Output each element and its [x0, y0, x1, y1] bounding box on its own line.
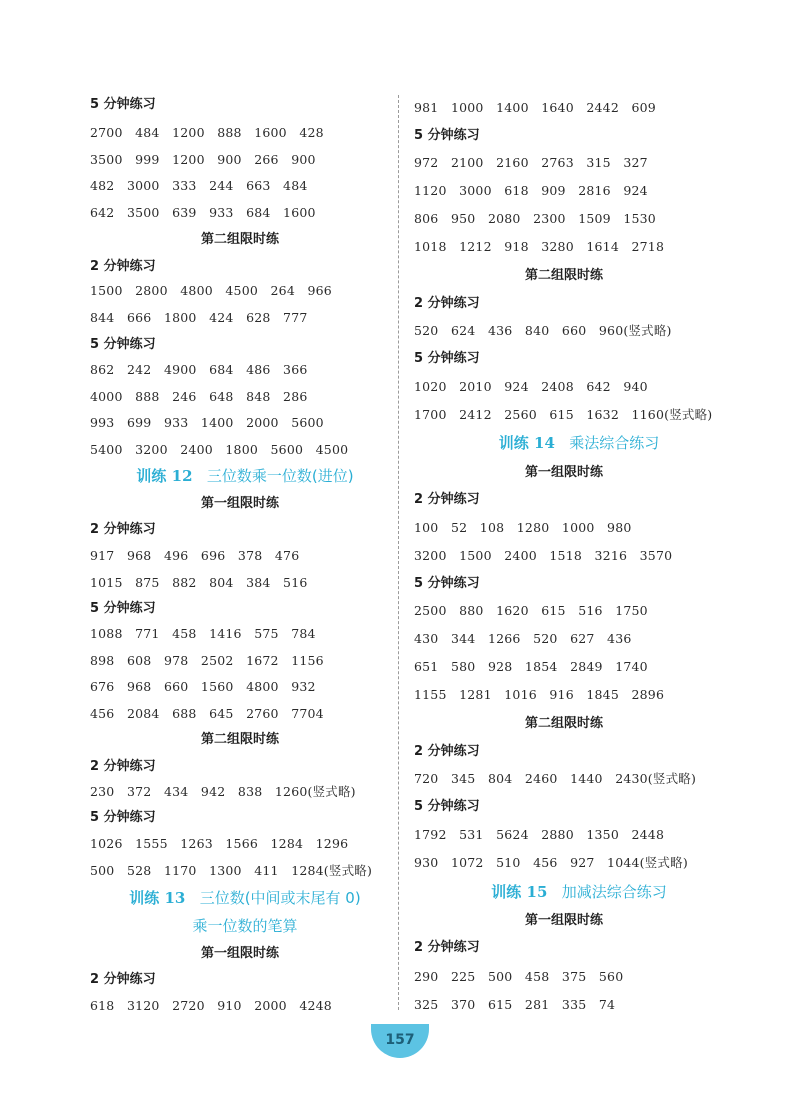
answer-row: 2700 484 1200 888 1600 428 [90, 125, 324, 140]
group-title: 第一组限时练 [200, 946, 279, 961]
answer-row: 1700 2412 2560 615 1632 1160(竖式略) [414, 407, 713, 422]
answer-row: 500 528 1170 1300 411 1284(竖式略) [90, 862, 373, 878]
practice-block [414, 351, 744, 367]
answer-row: 618 3120 2720 910 2000 4248 [90, 998, 332, 1013]
answer-rows [414, 155, 744, 267]
section-heading: 2 分钟练习 [90, 759, 156, 774]
answer-row: 806 950 2080 2300 1509 1530 [414, 211, 656, 226]
answer-rows [90, 784, 420, 811]
answer-row: 230 372 434 942 838 1260(竖式略) [90, 784, 356, 799]
answer-row: 676 968 660 1560 4800 932 [90, 679, 316, 694]
answer-row: 1120 3000 618 909 2816 924 [414, 183, 648, 198]
answer-row: 898 608 978 2502 1672 1156 [90, 652, 324, 668]
answer-row: 1500 2800 4800 4500 264 966 [90, 283, 332, 298]
group-title: 第一组限时练 [524, 465, 603, 480]
answer-rows [414, 827, 744, 883]
answer-rows [90, 283, 420, 336]
lesson-title [424, 883, 734, 901]
answer-rows [414, 100, 744, 127]
lesson-title [90, 467, 400, 485]
practice-block [90, 759, 420, 775]
lesson-title [90, 889, 400, 907]
practice-block [90, 522, 420, 538]
practice-block [414, 492, 744, 508]
group-title: 第一组限时练 [524, 913, 603, 928]
group-title: 第二组限时练 [524, 268, 603, 283]
answer-row: 844 666 1800 424 628 777 [90, 309, 308, 325]
practice-block [414, 576, 744, 592]
section-heading: 5 分钟练习 [90, 97, 156, 112]
page-number: 157 [385, 1032, 415, 1048]
answer-row: 3200 1500 2400 1518 3216 3570 [414, 548, 673, 563]
section-heading: 2 分钟练习 [414, 296, 480, 311]
answer-row: 482 3000 333 244 663 484 [90, 178, 308, 193]
section-heading: 5 分钟练习 [90, 810, 156, 825]
lesson-name: 加减法综合练习 [561, 883, 667, 901]
answer-row: 862 242 4900 684 486 366 [90, 362, 308, 377]
answer-rows [90, 626, 420, 732]
answer-rows [414, 603, 744, 715]
practice-block [90, 810, 420, 826]
answer-row: 456 2084 688 645 2760 7704 [90, 705, 324, 721]
section-heading: 5 分钟练习 [414, 576, 480, 591]
answer-row: 4000 888 246 648 848 286 [90, 388, 308, 404]
answer-row: 720 345 804 2460 1440 2430(竖式略) [414, 771, 697, 786]
column-divider [398, 95, 399, 1010]
practice-block [90, 972, 420, 988]
lesson-number: 训练 15 [491, 883, 548, 901]
lesson-name: 三位数乘一位数(进位) [206, 467, 354, 485]
answer-row: 2500 880 1620 615 516 1750 [414, 603, 648, 618]
lesson-title [424, 434, 734, 452]
practice-block [90, 337, 420, 353]
answer-row: 1155 1281 1016 916 1845 2896 [414, 687, 665, 702]
group-title: 第一组限时练 [200, 496, 279, 511]
practice-block [414, 940, 744, 956]
answer-row: 1792 531 5624 2880 1350 2448 [414, 827, 665, 842]
practice-block [90, 97, 420, 113]
section-heading: 5 分钟练习 [414, 799, 480, 814]
answer-row: 917 968 496 696 378 476 [90, 548, 300, 563]
section-heading: 5 分钟练习 [414, 128, 480, 143]
section-heading: 2 分钟练习 [414, 492, 480, 507]
answer-row: 981 1000 1400 1640 2442 609 [414, 100, 656, 115]
answer-row: 520 624 436 840 660 960(竖式略) [414, 323, 672, 338]
page-number-badge [371, 1024, 429, 1062]
section-heading: 5 分钟练习 [90, 601, 156, 616]
answer-row: 642 3500 639 933 684 1600 [90, 204, 316, 220]
answer-row: 1026 1555 1263 1566 1284 1296 [90, 836, 349, 851]
lesson-subtitle: 乘一位数的笔算 [192, 917, 298, 935]
answer-row: 1018 1212 918 3280 1614 2718 [414, 239, 665, 254]
answer-rows [90, 998, 420, 1025]
answer-row: 100 52 108 1280 1000 980 [414, 520, 632, 535]
answer-row: 325 370 615 281 335 74 [414, 997, 616, 1012]
practice-block [414, 128, 744, 144]
answer-row: 1015 875 882 804 384 516 [90, 574, 308, 590]
practice-block [90, 601, 420, 617]
group-title: 第二组限时练 [200, 232, 279, 247]
answer-row: 3500 999 1200 900 266 900 [90, 151, 316, 167]
practice-block [414, 296, 744, 312]
practice-block [90, 259, 420, 275]
answer-rows [414, 969, 744, 1025]
section-heading: 2 分钟练习 [414, 940, 480, 955]
group-title: 第二组限时练 [524, 716, 603, 731]
answer-row: 930 1072 510 456 927 1044(竖式略) [414, 855, 688, 870]
answer-row: 430 344 1266 520 627 436 [414, 631, 632, 646]
lesson-number: 训练 14 [498, 434, 555, 452]
answer-rows [414, 323, 744, 351]
section-heading: 2 分钟练习 [414, 744, 480, 759]
answer-rows [90, 125, 420, 231]
answer-row: 5400 3200 2400 1800 5600 4500 [90, 441, 349, 457]
lesson-name: 三位数(中间或末尾有 0) [199, 889, 361, 907]
practice-block [414, 799, 744, 815]
section-heading: 5 分钟练习 [414, 351, 480, 366]
section-heading: 2 分钟练习 [90, 972, 156, 987]
answer-row: 290 225 500 458 375 560 [414, 969, 624, 984]
answer-rows [90, 836, 420, 889]
answer-row: 972 2100 2160 2763 315 327 [414, 155, 648, 170]
practice-block [414, 744, 744, 760]
answer-row: 993 699 933 1400 2000 5600 [90, 415, 324, 430]
answer-rows [90, 362, 420, 468]
lesson-number: 训练 13 [129, 889, 186, 907]
group-title: 第二组限时练 [200, 732, 279, 747]
lesson-number: 训练 12 [136, 467, 193, 485]
answer-rows [414, 520, 744, 576]
section-heading: 5 分钟练习 [90, 337, 156, 352]
answer-row: 651 580 928 1854 2849 1740 [414, 659, 648, 674]
answer-rows [90, 548, 420, 601]
answer-rows [414, 771, 744, 799]
answer-row: 1020 2010 924 2408 642 940 [414, 379, 648, 394]
answer-rows [414, 379, 744, 435]
lesson-name: 乘法综合练习 [569, 434, 660, 452]
answer-row: 1088 771 458 1416 575 784 [90, 626, 316, 641]
section-heading: 2 分钟练习 [90, 259, 156, 274]
section-heading: 2 分钟练习 [90, 522, 156, 537]
